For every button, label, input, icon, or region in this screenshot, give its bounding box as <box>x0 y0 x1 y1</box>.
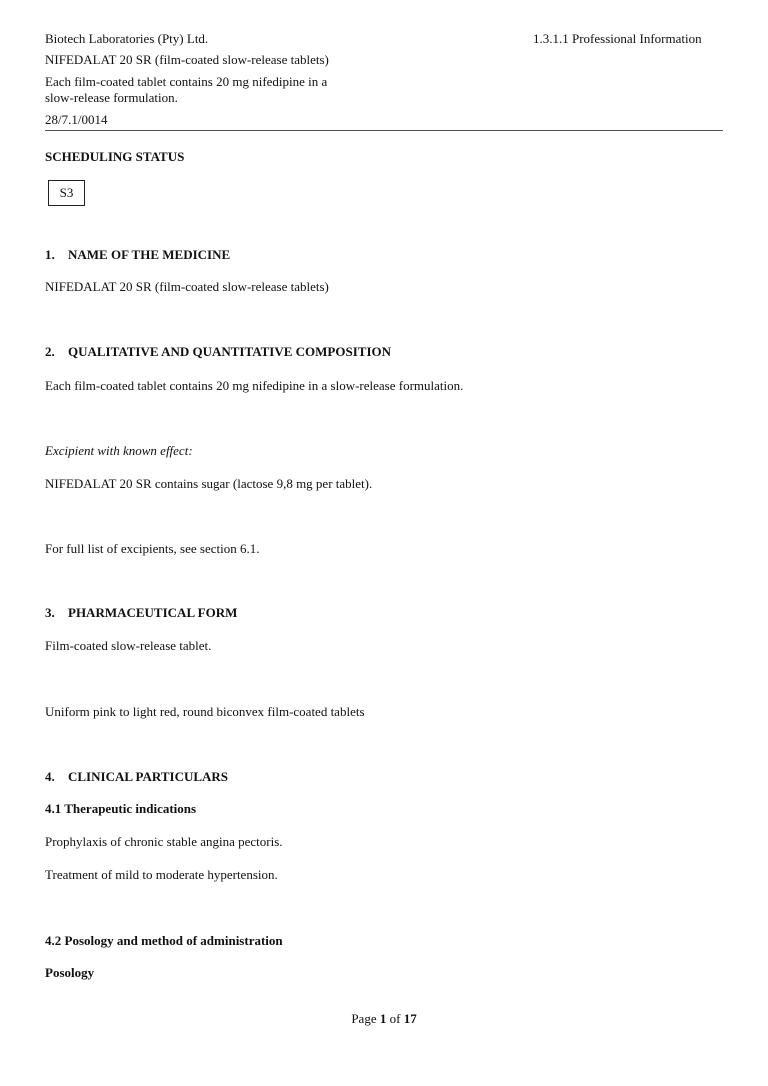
of-word: of <box>389 1011 401 1026</box>
section-4-heading <box>45 769 228 785</box>
total-pages-number: 17 <box>403 1011 417 1026</box>
registration-number: 28/7.1/0014 <box>45 112 108 127</box>
section-2-title: QUALITATIVE AND QUANTITATIVE COMPOSITION <box>68 344 392 359</box>
subsection-4-2-heading: 4.2 Posology and method of administration <box>45 933 283 948</box>
excipient-label: Excipient with known effect: <box>45 443 193 458</box>
current-page-number: 1 <box>379 1011 387 1026</box>
section-1-text: NIFEDALAT 20 SR (film-coated slow-release tablets) <box>45 279 329 294</box>
company-name: Biotech Laboratories (Pty) Ltd. <box>45 31 209 46</box>
section-1-heading <box>45 247 230 263</box>
composition-summary-line1: Each film-coated tablet contains 20 mg nifedipine in a <box>45 74 328 89</box>
header-divider <box>45 130 723 131</box>
section-2-text: Each film-coated tablet contains 20 mg nifedipine in a slow-release formulation. <box>45 378 464 393</box>
section-4-number: 4. <box>45 769 55 784</box>
document-type: 1.3.1.1 Professional Information <box>533 31 702 46</box>
section-1-title: NAME OF THE MEDICINE <box>68 247 231 262</box>
section-3-text: Film-coated slow-release tablet. <box>45 638 212 653</box>
page-word: Page <box>351 1011 377 1026</box>
indication-angina: Prophylaxis of chronic stable angina pectoris. <box>45 834 283 849</box>
composition-summary-line2: slow-release formulation. <box>45 90 178 105</box>
section-3-number: 3. <box>45 605 55 620</box>
excipient-reference: For full list of excipients, see section 6.1. <box>45 541 260 556</box>
page-footer <box>0 1011 768 1027</box>
section-4-title: CLINICAL PARTICULARS <box>68 769 229 784</box>
section-2-heading <box>45 344 391 360</box>
indication-hypertension: Treatment of mild to moderate hypertension. <box>45 867 278 882</box>
product-name: NIFEDALAT 20 SR (film-coated slow-release tablets) <box>45 52 329 67</box>
section-3-title: PHARMACEUTICAL FORM <box>68 605 238 620</box>
excipient-text: NIFEDALAT 20 SR contains sugar (lactose 9,8 mg per tablet). <box>45 476 373 491</box>
section-1-number: 1. <box>45 247 55 262</box>
scheduling-status-heading: SCHEDULING STATUS <box>45 149 185 164</box>
section-2-number: 2. <box>45 344 55 359</box>
posology-subheading: Posology <box>45 965 95 980</box>
section-3-description: Uniform pink to light red, round biconvex film-coated tablets <box>45 704 365 719</box>
subsection-4-1-heading: 4.1 Therapeutic indications <box>45 801 197 816</box>
scheduling-status-value: S3 <box>59 185 74 200</box>
section-3-heading <box>45 605 237 621</box>
scheduling-status-box <box>48 180 85 206</box>
